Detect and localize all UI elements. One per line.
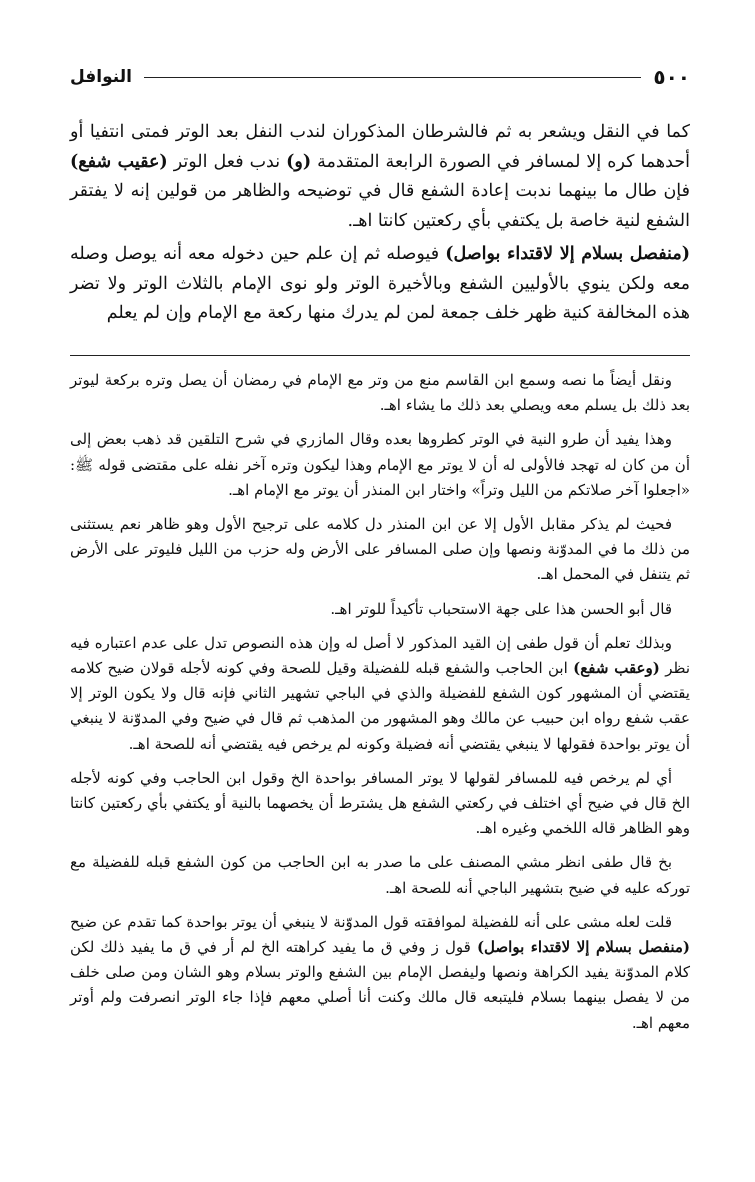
main-paragraph-1 [70,118,690,236]
footnote-divider [70,355,690,356]
footnotes [70,368,690,1045]
footnote-paragraph: ونقل أيضاً ما نصه وسمع ابن القاسم منع من وتر مع الإمام في رمضان أن يصل وتره بركعة ليوتر بعد ذلك بل يسلم معه ويصلي بعد ذلك ما يشاء اهـ. [70,371,690,415]
page-number: ٥٠٠ [653,65,690,89]
main-text [70,118,690,333]
bold-term: (منفصل بسلام إلا لاقتداء بواصل) [476,938,690,957]
footnote-text-span: قلت لعله مشى على أنه للفضيلة لموافقته قول المدوّنة لا ينبغي أن يوتر بواحدة كما تقدم عن ضيح [70,912,672,931]
footnote-text-span: قول ز وفي ق ما يفيد كراهته الخ لم أر في ق ما يفيد ذلك لكن كلام المدوّنة يفيد الكراهة ونصها وليفصل الإمام بين الشفع والوتر بسلام وهو الشان ومن صلى خلف من لا يفصل بينهما بسلام فليتبعه قال مالك وكنت أنا أصلي معهم فإذا جاء الوتر انصرفت ولم أوتر معهم اهـ. [70,938,690,1032]
bold-term: (منفصل بسلام إلا لاقتداء بواصل) [445,244,690,264]
page-header [70,62,690,92]
main-text-span: كما في النقل ويشعر به ثم فالشرطان المذكوران لندب النفل بعد الوتر فمتى انتفيا أو أحدهما كره إلا لمسافر في الصورة الرابعة المتقدمة [70,122,690,172]
bold-term: (و) [286,151,312,172]
footnote-paragraph [70,631,690,757]
footnote-paragraph [70,910,690,1036]
bold-term: (عقيب شفع) [70,151,168,172]
header-rule [144,77,641,78]
main-text-span: فيوصله ثم إن علم حين دخوله معه أنه يوصل وصله معه ولكن ينوي بالأوليين الشفع وبالأخيرة الوتر ولو نوى الإمام بالثلاث الوتر ولا تضر هذه المخالفة كنية ظهر خلف جمعة لمن لم يدرك منها ركعة مع الإمام وإن لم يعلم [70,244,690,323]
main-text-span: ندب فعل الوتر [167,151,287,172]
main-paragraph-2 [70,240,690,329]
footnote-text-span: ابن الحاجب والشفع قبله للفضيلة وقيل للصحة وفي كونه لأجله قولان ضيح كلامه يقتضي أن المشهور كون الشفع للفضيلة والذي في الباجي تشهير الثاني فإنه قال ولا يكون الوتر إلا عقب شفع رواه ابن حبيب عن مالك وهو المشهور من المذهب ثم قال في ضيح وفي المدوّنة لا ينبغي أن يوتر بواحدة فقولها لا ينبغي يقتضي أنه فضيلة وكونه لم يرخص فيه يقتضي أنه للصحة اهـ. [70,659,690,753]
running-title: النوافل [70,67,132,87]
footnote-paragraph: أي لم يرخص فيه للمسافر لقولها لا يوتر المسافر بواحدة الخ وقول ابن الحاجب وفي كونه لأجله الخ قال في ضيح أي اختلف في ركعتي الشفع هل يشترط أن يخصهما بالنية أو يكتفي بأي ركعتين كانتا وهو الظاهر قاله اللخمي وغيره اهـ. [70,768,690,838]
footnote-paragraph: بخ قال طفى انظر مشي المصنف على ما صدر به ابن الحاجب من كون الشفع قبله للفضيلة مع توركه عليه في ضيح بتشهير الباجي أنه للصحة اهـ. [70,853,690,897]
main-text-span: فإن طال ما بينهما ندبت إعادة الشفع قال في توضيحه والظاهر من قولين إنه لا يفتقر الشفع لنية خاصة بل يكتفي بأي ركعتين كانتا اهـ. [70,181,690,231]
footnote-paragraph: قال أبو الحسن هذا على جهة الاستحباب تأكيداً للوتر اهـ. [330,599,672,618]
footnote-paragraph: فحيث لم يذكر مقابل الأول إلا عن ابن المنذر دل كلامه على ترجيح الأول وهو ظاهر نعم يستثنى من ذلك ما في المدوّنة ونصها وإن صلى المسافر على الأرض وله حزب من الليل فليوتر على الأرض ثم يتنفل في المحمل اهـ. [70,515,690,584]
footnote-text-span: وبذلك تعلم أن قول طفى إن القيد المذكور لا أصل له وإن هذه النصوص تدل على عدم اعتباره فيه نظر [70,633,691,678]
bold-term: (وعقب شفع) [573,659,660,678]
footnote-paragraph: وهذا يفيد أن طرو النية في الوتر كطروها بعده وقال المازري في شرح التلقين قد ذهب بعض إلى أن من كان له تهجد فالأولى له أن لا يوتر مع الإمام وهذا ليكون وتره آخر نفله على مقتضى قوله ﷺ: «اجعلوا آخر صلاتكم من الليل وتراً» واختار ابن المنذر أن يوتر مع الإمام اهـ. [70,430,690,499]
